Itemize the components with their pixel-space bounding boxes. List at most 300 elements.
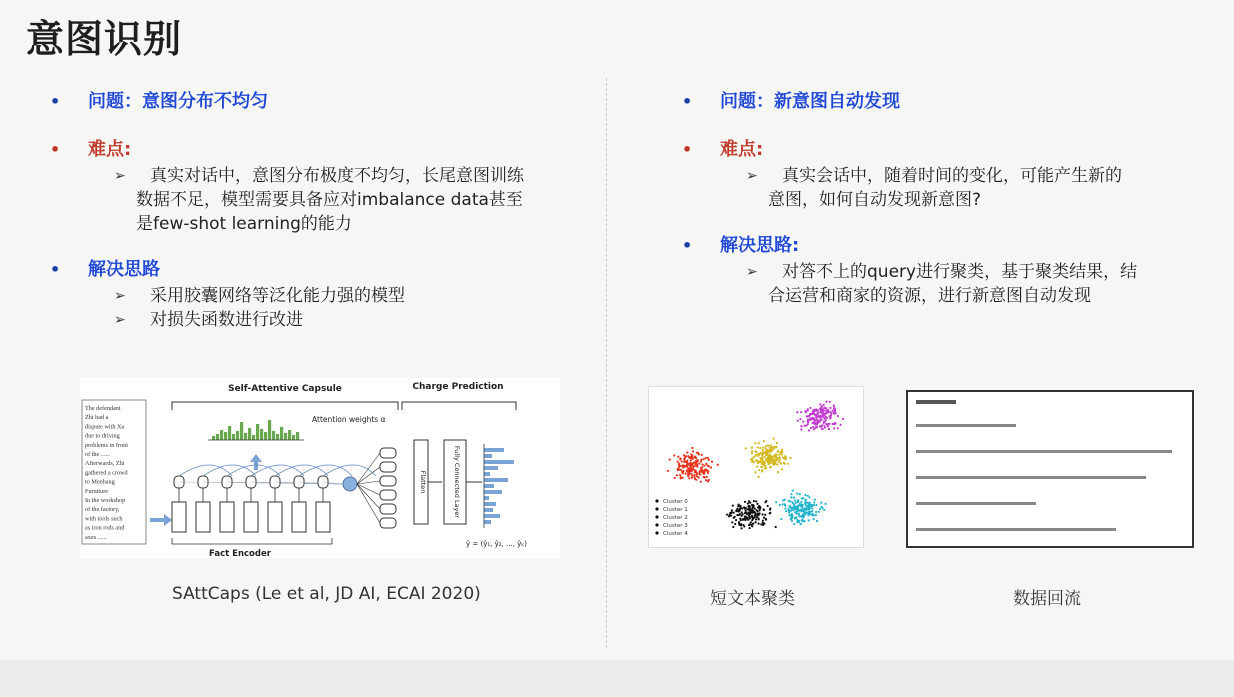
scatter-point [811, 413, 813, 415]
scatter-point [813, 501, 815, 503]
scatter-point [795, 502, 797, 504]
scatter-point [759, 447, 761, 449]
scatter-point [676, 474, 678, 476]
scatter-point [808, 496, 810, 498]
bullet-dot-icon: • [50, 140, 61, 159]
snippet-line: to Menhang [85, 478, 115, 486]
scatter-point [701, 454, 703, 456]
legend-label: Cluster 1 [663, 507, 688, 513]
scatter-point [812, 426, 814, 428]
scatter-point [805, 424, 807, 426]
scatter-point [761, 469, 763, 471]
scatter-point [701, 463, 703, 465]
right-solution-line: 对答不上的query进行聚类，基于聚类结果，结 [782, 262, 1138, 282]
scatter-point [704, 457, 706, 459]
scatter-point [744, 512, 746, 514]
scatter-point [729, 512, 731, 514]
scatter-point [769, 512, 771, 514]
scatter-point [791, 513, 793, 515]
attention-bar [216, 434, 219, 440]
scatter-point [792, 509, 794, 511]
scatter-point [710, 466, 712, 468]
scatter-point [769, 447, 771, 449]
scatter-point [698, 462, 700, 464]
encoder-cell [316, 502, 330, 532]
scatter-point [823, 404, 825, 406]
scatter-point [742, 524, 744, 526]
snippet-line: of the factory, [85, 506, 120, 514]
scatter-point [737, 514, 739, 516]
encoder-cell [196, 502, 210, 532]
scatter-point [824, 421, 826, 423]
scatter-point [807, 421, 809, 423]
scatter-point [772, 457, 774, 459]
arrow-bullet-icon: ➢ [114, 288, 126, 304]
scatter-point [789, 500, 791, 502]
attention-bar [296, 432, 299, 440]
data-flow-caption: 数据回流 [1013, 589, 1081, 609]
scatter-point [776, 442, 778, 444]
snippet-line: axes ...... [85, 533, 107, 541]
capsule-vector [380, 504, 396, 514]
legend-marker [655, 499, 658, 502]
scatter-point [700, 481, 702, 483]
attention-bar [220, 430, 223, 440]
scatter-point [811, 422, 813, 424]
scatter-point [762, 524, 764, 526]
scatter-point [791, 520, 793, 522]
scatter-point [834, 411, 836, 413]
scatter-point [832, 423, 834, 425]
scatter-point [730, 515, 732, 517]
scatter-point [779, 451, 781, 453]
bullet-dot-icon: • [682, 140, 693, 159]
encoder-bracket [172, 538, 332, 544]
scatter-point [681, 465, 683, 467]
scatter-points [667, 401, 844, 530]
scatter-point [769, 450, 771, 452]
scatter-point [669, 458, 671, 460]
scatter-point [815, 514, 817, 516]
scatter-point [799, 493, 801, 495]
scatter-point [691, 469, 693, 471]
scatter-point [693, 465, 695, 467]
scatter-point [738, 505, 740, 507]
scatter-point [702, 458, 704, 460]
attention-arc [323, 465, 376, 476]
scatter-point [818, 416, 820, 418]
scatter-point [803, 520, 805, 522]
scatter-point [829, 417, 831, 419]
scatter-point [765, 447, 767, 449]
scatter-point [705, 463, 707, 465]
scatter-point [778, 454, 780, 456]
scatter-point [804, 494, 806, 496]
capsule-vector [380, 490, 396, 500]
scatter-point [796, 510, 798, 512]
attention-bar [252, 435, 255, 440]
scatter-point [800, 425, 802, 427]
scatter-point [772, 438, 774, 440]
output-bar [484, 484, 494, 488]
scatter-point [762, 522, 764, 524]
scatter-point [689, 462, 691, 464]
encoder-cell [220, 502, 234, 532]
doc-line [916, 450, 1172, 453]
scatter-point [804, 502, 806, 504]
scatter-point [805, 411, 807, 413]
scatter-point [738, 521, 740, 523]
encoder-cell [268, 502, 282, 532]
scatter-point [683, 454, 685, 456]
scatter-point [797, 420, 799, 422]
output-bars [484, 444, 514, 528]
scatter-point [758, 523, 760, 525]
scatter-point [683, 459, 685, 461]
scatter-point [780, 462, 782, 464]
scatter-point [741, 527, 743, 529]
scatter-point [813, 420, 815, 422]
output-bar [484, 514, 500, 518]
attention-bar [228, 426, 231, 440]
scatter-point [677, 456, 679, 458]
scatter-point [825, 401, 827, 403]
scatter-point [767, 460, 769, 462]
scatter-point [707, 465, 709, 467]
scatter-point [795, 512, 797, 514]
scatter-point [745, 507, 747, 509]
scatter-point [779, 504, 781, 506]
scatter-point [802, 421, 804, 423]
output-bar [484, 472, 490, 476]
scatter-point [821, 408, 823, 410]
scatter-point [820, 502, 822, 504]
scatter-point [819, 403, 821, 405]
scatter-point [788, 514, 790, 516]
scatter-point [784, 455, 786, 457]
scatter-point [763, 464, 765, 466]
legend-label: Cluster 3 [663, 523, 688, 529]
right-problem-text: 问题：新意图自动发现 [720, 91, 900, 112]
scatter-point [748, 509, 750, 511]
fact-encoder-label: Fact Encoder [209, 549, 271, 558]
data-flow-doc [908, 392, 1192, 546]
doc-line [916, 528, 1116, 531]
scatter-point [745, 517, 747, 519]
scatter-point [816, 426, 818, 428]
scatter-point [686, 465, 688, 467]
scatter-point [820, 415, 822, 417]
scatter-point [684, 472, 686, 474]
scatter-point [726, 513, 728, 515]
scatter-point [753, 456, 755, 458]
left-difficulty-cont [48, 188, 588, 236]
bottom-band [0, 660, 1234, 697]
capsule-link [357, 453, 380, 484]
bullet-dot-icon: • [682, 236, 693, 255]
scatter-point [803, 511, 805, 513]
scatter-point [761, 458, 763, 460]
scatter-point [683, 465, 685, 467]
scatter-point [761, 466, 763, 468]
scatter-point [808, 519, 810, 521]
scatter-point [690, 473, 692, 475]
scatter-point [728, 515, 730, 517]
attention-bar [236, 431, 239, 440]
scatter-point [784, 463, 786, 465]
scatter-point [828, 428, 830, 430]
scatter-point [764, 456, 766, 458]
scatter-point [816, 416, 818, 418]
left-difficulty-label: 难点: [88, 139, 132, 160]
scatter-point [788, 511, 790, 513]
output-bar [484, 454, 492, 458]
left-difficulty-line: 是few-shot learning的能力 [136, 214, 352, 234]
scatter-point [688, 477, 690, 479]
scatter-point [799, 418, 801, 420]
scatter-point [812, 411, 814, 413]
scatter-point [739, 508, 741, 510]
scatter-point [757, 446, 759, 448]
right-solution-bullet [680, 232, 1200, 260]
scatter-point [699, 473, 701, 475]
scatter-point [741, 511, 743, 513]
scatter-point [796, 492, 798, 494]
snippet-line: The defendant [85, 405, 121, 412]
scatter-point [700, 460, 702, 462]
left-problem-text: 问题：意图分布不均匀 [88, 91, 268, 112]
output-formula: ŷ = (ŷ₁, ŷ₂, ..., ŷₖ) [466, 540, 527, 548]
scatter-point [708, 459, 710, 461]
right-solution-line: 合运营和商家的资源，进行新意图自动发现 [768, 286, 1091, 306]
scatter-point [758, 509, 760, 511]
arrow-bullet-icon: ➢ [746, 264, 758, 280]
capsule-node [343, 477, 357, 491]
scatter-point [762, 446, 764, 448]
scatter-point [703, 473, 705, 475]
scatter-point [811, 514, 813, 516]
capsule-section-label: Self-Attentive Capsule [228, 384, 342, 394]
scatter-point [765, 445, 767, 447]
output-bar [484, 502, 496, 506]
scatter-point [819, 408, 821, 410]
scatter-point [698, 453, 700, 455]
scatter-point [750, 524, 752, 526]
left-difficulty-item [48, 164, 588, 188]
scatter-point [801, 497, 803, 499]
scatter-point [761, 513, 763, 515]
scatter-point [811, 510, 813, 512]
scatter-point [740, 519, 742, 521]
right-solution-item [680, 260, 1200, 284]
scatter-point [798, 521, 800, 523]
scatter-point [794, 499, 796, 501]
attention-bar [232, 434, 235, 440]
scatter-point [747, 502, 749, 504]
scatter-point [763, 516, 765, 518]
scatter-point [781, 468, 783, 470]
scatter-point [758, 518, 760, 520]
scatter-point [762, 519, 764, 521]
scatter-point [818, 420, 820, 422]
legend-label: Cluster 2 [663, 515, 688, 521]
scatter-point [784, 499, 786, 501]
scatter-point [777, 450, 779, 452]
scatter-point [784, 508, 786, 510]
scatter-point [823, 418, 825, 420]
scatter-point [701, 466, 703, 468]
bullet-dot-icon: • [50, 260, 61, 279]
scatter-point [764, 451, 766, 453]
scatter-point [762, 453, 764, 455]
scatter-point [745, 447, 747, 449]
scatter-point [758, 469, 760, 471]
legend-marker [655, 507, 658, 510]
bullet-dot-icon: • [50, 92, 61, 111]
scatter-point [678, 466, 680, 468]
scatter-point [759, 506, 761, 508]
right-difficulty-bullet [680, 136, 1200, 164]
attention-bar [288, 430, 291, 440]
scatter-point [817, 409, 819, 411]
scatter-point [808, 506, 810, 508]
scatter-point [794, 517, 796, 519]
attention-bar [248, 428, 251, 440]
scatter-point [696, 475, 698, 477]
attention-bar [260, 429, 263, 440]
scatter-point [692, 450, 694, 452]
scatter-point [825, 407, 827, 409]
scatter-point [749, 517, 751, 519]
scatter-point [819, 425, 821, 427]
input-arrow-head-icon [164, 514, 172, 526]
scatter-point [699, 470, 701, 472]
scatter-point [691, 447, 693, 449]
snippet-line: Furniture [85, 487, 109, 495]
scatter-point [819, 508, 821, 510]
scatter-point [752, 460, 754, 462]
left-difficulty-line: 真实对话中，意图分布极度不均匀，长尾意图训练 [150, 166, 524, 186]
column-divider [606, 78, 607, 648]
right-solution-label: 解决思路: [720, 235, 800, 256]
scatter-point [738, 524, 740, 526]
attention-label: Attention weights α [312, 415, 386, 424]
output-bar [484, 520, 491, 524]
scatter-point [731, 521, 733, 523]
encoder-cell [244, 502, 258, 532]
doc-line [916, 476, 1146, 479]
attention-bars [208, 420, 304, 440]
scatter-point [747, 505, 749, 507]
scatter-point [763, 509, 765, 511]
legend-marker [655, 515, 658, 518]
scatter-point [775, 501, 777, 503]
scatter-point [796, 411, 798, 413]
scatter-point [754, 514, 756, 516]
scatter-point [735, 510, 737, 512]
scatter-point [682, 470, 684, 472]
scatter-point [826, 417, 828, 419]
scatter-point [829, 401, 831, 403]
attention-bar [268, 420, 271, 440]
scatter-point [807, 495, 809, 497]
scatter-point [793, 496, 795, 498]
cluster-scatter [649, 387, 863, 547]
scatter-point [680, 476, 682, 478]
scatter-point [686, 451, 688, 453]
scatter-point [763, 440, 765, 442]
scatter-point [758, 476, 760, 478]
scatter-point [833, 427, 835, 429]
scatter-point [790, 518, 792, 520]
charge-bracket [402, 402, 516, 410]
attention-bar [244, 433, 247, 440]
scatter-point [711, 461, 713, 463]
legend-marker [655, 531, 658, 534]
scatter-point [706, 476, 708, 478]
scatter-point [772, 463, 774, 465]
left-difficulty-bullet [48, 136, 588, 164]
scatter-point [690, 457, 692, 459]
left-solution-item [48, 284, 588, 308]
scatter-point [790, 493, 792, 495]
scatter-point [800, 515, 802, 517]
scatter-point [679, 458, 681, 460]
output-bar [484, 448, 504, 452]
scatter-point [769, 466, 771, 468]
scatter-point [825, 409, 827, 411]
scatter-point [796, 519, 798, 521]
flatten-label: Flatten [419, 470, 427, 494]
scatter-point [820, 410, 822, 412]
slide-title: 意图识别 [26, 17, 183, 61]
doc-heading-line [916, 400, 956, 404]
scatter-point [756, 510, 758, 512]
scatter-point [790, 507, 792, 509]
scatter-point [834, 409, 836, 411]
scatter-point [667, 470, 669, 472]
scatter-point [803, 509, 805, 511]
scatter-point [751, 508, 753, 510]
scatter-point [733, 512, 735, 514]
fact-encoder-row [172, 465, 376, 544]
scatter-point [677, 468, 679, 470]
scatter-point [747, 518, 749, 520]
scatter-point [809, 407, 811, 409]
snippet-line: of the ...... [85, 451, 111, 458]
scatter-point [687, 463, 689, 465]
scatter-point [756, 503, 758, 505]
capsule-link [357, 484, 380, 509]
scatter-point [816, 520, 818, 522]
scatter-point [827, 425, 829, 427]
scatter-point [742, 518, 744, 520]
doc-line [916, 424, 1016, 427]
left-problem-bullet [48, 88, 588, 116]
scatter-point [734, 523, 736, 525]
scatter-point [757, 453, 759, 455]
scatter-point [780, 518, 782, 520]
right-problem-bullet [680, 88, 1200, 116]
output-bar [484, 496, 489, 500]
snippet-line: as iron rods and [85, 524, 125, 532]
scatter-point [811, 507, 813, 509]
scatter-point [755, 459, 757, 461]
scatter-point [800, 428, 802, 430]
snippet-line: Zhi had a [85, 414, 109, 422]
scatter-point [790, 510, 792, 512]
data-flow-figure [906, 390, 1194, 548]
